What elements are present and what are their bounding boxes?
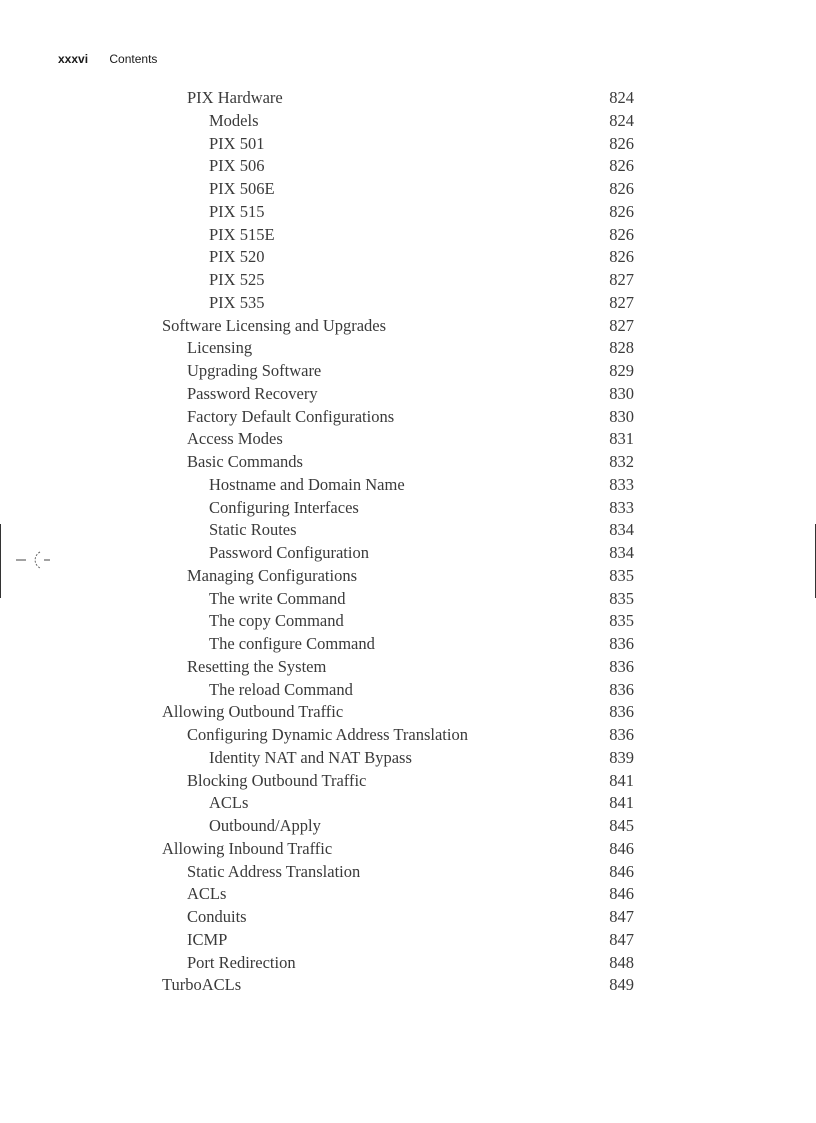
toc-entry[interactable] [0, 451, 816, 474]
running-head-section: Contents [109, 52, 158, 66]
toc-entry[interactable] [0, 974, 816, 997]
running-head [58, 52, 157, 66]
toc-entry-page: 848 [609, 952, 634, 972]
crop-line-left [0, 524, 1, 598]
toc-entry-page: 849 [609, 975, 634, 995]
toc-entry-title: PIX 506 [209, 156, 265, 176]
toc-entry[interactable] [0, 315, 816, 338]
toc-entry[interactable] [0, 474, 816, 497]
toc-entry-title: The configure Command [209, 634, 375, 653]
toc-entry-title: Resetting the System [187, 656, 327, 676]
toc-entry[interactable] [0, 497, 816, 520]
toc-entry-title: PIX 535 [209, 292, 265, 312]
toc-entry[interactable] [0, 883, 816, 906]
toc-entry[interactable] [0, 224, 816, 247]
toc-entry-page: 827 [609, 292, 634, 312]
toc-entry-page: 846 [609, 884, 634, 904]
toc-entry[interactable] [0, 406, 816, 429]
toc-entry[interactable] [0, 178, 816, 201]
toc-entry-page: 833 [609, 497, 634, 517]
toc-entry-page: 847 [609, 907, 634, 926]
toc-entry-page: 834 [609, 543, 634, 562]
toc-entry[interactable] [0, 269, 816, 292]
toc-entry[interactable] [0, 701, 816, 724]
toc-entry-title: Upgrading Software [187, 361, 322, 380]
toc-entry-title: Outbound/Apply [209, 816, 321, 835]
toc-entry-title: Static Address Translation [187, 861, 361, 881]
toc-entry[interactable] [0, 724, 816, 747]
toc-entry-page: 839 [609, 747, 634, 767]
toc-entry-title: PIX 520 [209, 247, 265, 267]
toc-entry-page: 826 [609, 179, 634, 198]
toc-entry-page: 826 [609, 247, 634, 267]
toc-entry-page: 846 [609, 838, 634, 858]
toc-entry[interactable] [0, 337, 816, 360]
toc-entry[interactable] [0, 565, 816, 588]
toc-entry-page: 841 [609, 770, 634, 790]
toc-entry[interactable] [0, 952, 816, 975]
toc-entry-title: Password Configuration [209, 543, 369, 562]
toc-entry[interactable] [0, 792, 816, 815]
toc-entry-page: 846 [609, 861, 634, 881]
toc-entry[interactable] [0, 87, 816, 110]
toc-entry-title: PIX 501 [209, 133, 265, 153]
toc-entry[interactable] [0, 610, 816, 633]
toc-entry[interactable] [0, 588, 816, 611]
toc-entry-page: 836 [609, 656, 634, 676]
page-number: xxxvi [58, 52, 89, 66]
toc-entry[interactable] [0, 656, 816, 679]
toc-entry[interactable] [0, 110, 816, 133]
toc-entry-title: Configuring Interfaces [209, 497, 359, 517]
toc-entry-title: Password Recovery [187, 383, 318, 403]
toc-entry-title: The write Command [209, 588, 346, 608]
toc-entry[interactable] [0, 861, 816, 884]
toc-entry-page: 833 [609, 474, 634, 494]
toc-entry-title: Static Routes [209, 520, 297, 540]
toc-entry[interactable] [0, 383, 816, 406]
toc-entry[interactable] [0, 633, 816, 656]
registration-mark-icon [14, 548, 54, 572]
toc-entry-title: ACLs [187, 884, 227, 904]
toc-entry-title: Configuring Dynamic Address Translation [187, 725, 468, 744]
toc-entry-title: Allowing Outbound Traffic [162, 702, 344, 722]
toc-entry-page: 824 [609, 110, 634, 130]
toc-entry-page: 826 [609, 133, 634, 153]
toc-entry-title: PIX Hardware [187, 88, 283, 107]
toc-entry-title: Software Licensing and Upgrades [162, 315, 387, 335]
toc-entry-title: Licensing [187, 338, 253, 358]
toc-entry[interactable] [0, 246, 816, 269]
toc-entry-title: PIX 525 [209, 270, 265, 289]
toc-entry-page: 826 [609, 156, 634, 176]
toc-entry-page: 827 [609, 315, 634, 335]
toc-entry-page: 831 [609, 429, 634, 449]
toc-entry[interactable] [0, 770, 816, 793]
toc-entry-title: Access Modes [187, 429, 283, 449]
toc-entry-title: TurboACLs [162, 975, 242, 995]
toc-entry[interactable] [0, 292, 816, 315]
toc-entry[interactable] [0, 929, 816, 952]
toc-entry-page: 841 [609, 793, 634, 813]
toc-entry-title: Basic Commands [187, 452, 303, 471]
toc-entry-page: 835 [609, 611, 634, 631]
toc-entry[interactable] [0, 201, 816, 224]
toc-entry-page: 834 [609, 520, 634, 540]
toc-entry-page: 836 [609, 679, 634, 699]
toc-entry-title: ACLs [209, 793, 249, 813]
toc-entry[interactable] [0, 838, 816, 861]
toc-entry-title: Conduits [187, 907, 247, 926]
toc-entry-title: Models [209, 110, 259, 130]
toc-entry-title: PIX 515E [209, 224, 275, 244]
toc-entry[interactable] [0, 679, 816, 702]
toc-entry-title: Allowing Inbound Traffic [162, 838, 333, 858]
toc-entry-title: Managing Configurations [187, 565, 358, 585]
toc-entry-page: 845 [609, 816, 634, 835]
toc-entry-page: 836 [609, 725, 634, 744]
toc-entry-page: 830 [609, 383, 634, 403]
toc-entry-page: 836 [609, 702, 634, 722]
toc-entry-page: 828 [609, 338, 634, 358]
toc-entry-title: Blocking Outbound Traffic [187, 770, 367, 790]
toc-entry[interactable] [0, 906, 816, 929]
toc-entry[interactable] [0, 542, 816, 565]
toc-entry-title: Port Redirection [187, 952, 296, 972]
toc-entry-page: 830 [609, 406, 634, 426]
toc-entry-page: 836 [609, 634, 634, 653]
toc-entry[interactable] [0, 747, 816, 770]
toc-entry[interactable] [0, 815, 816, 838]
toc-entry-page: 832 [609, 452, 634, 471]
toc-entry-page: 826 [609, 201, 634, 221]
toc-entry-page: 824 [609, 88, 634, 107]
toc-entry-title: PIX 506E [209, 179, 275, 198]
toc-entry-title: Hostname and Domain Name [209, 474, 405, 494]
table-of-contents [0, 87, 816, 997]
toc-entry[interactable] [0, 360, 816, 383]
toc-entry[interactable] [0, 519, 816, 542]
toc-entry-title: Identity NAT and NAT Bypass [209, 747, 412, 767]
toc-entry-page: 826 [609, 224, 634, 244]
toc-entry-title: The reload Command [209, 679, 353, 699]
toc-entry-page: 827 [609, 270, 634, 289]
toc-entry[interactable] [0, 155, 816, 178]
toc-entry[interactable] [0, 133, 816, 156]
toc-entry-page: 835 [609, 565, 634, 585]
toc-entry-page: 835 [609, 588, 634, 608]
toc-entry-title: Factory Default Configurations [187, 406, 395, 426]
toc-entry[interactable] [0, 428, 816, 451]
toc-entry-title: PIX 515 [209, 201, 265, 221]
toc-entry-page: 829 [609, 361, 634, 380]
toc-entry-page: 847 [609, 929, 634, 949]
toc-entry-title: ICMP [187, 929, 228, 949]
toc-entry-title: The copy Command [209, 611, 344, 631]
